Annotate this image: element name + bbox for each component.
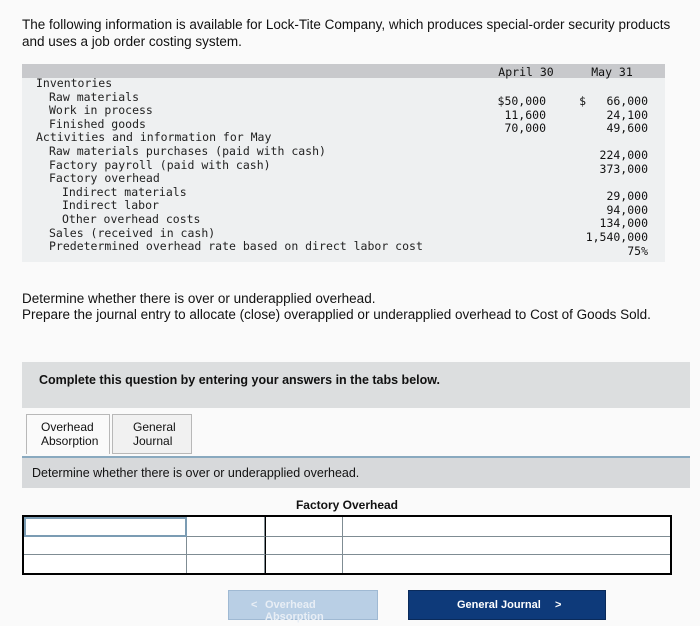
table-row-label: Indirect materials xyxy=(62,184,187,199)
right-label-input-2[interactable] xyxy=(343,537,670,555)
april-value xyxy=(470,245,546,259)
april-value xyxy=(470,204,546,218)
left-label-input-1[interactable] xyxy=(24,517,187,537)
complete-question-text: Complete this question by entering your answers in the tabs below. xyxy=(39,373,440,387)
table-row-label: Factory overhead xyxy=(49,171,160,186)
dollar-sign: $ xyxy=(579,94,586,108)
tab-overhead-absorption-line1: Overhead xyxy=(41,420,94,434)
right-amount-input-2[interactable] xyxy=(265,537,343,555)
data-table-labels xyxy=(36,77,423,254)
tab-overhead-absorption[interactable] xyxy=(26,414,110,454)
right-amount-input-3[interactable] xyxy=(265,555,343,573)
left-amount-input-2[interactable] xyxy=(187,537,265,555)
task-instructions xyxy=(22,291,672,323)
table-row-label: Inventories xyxy=(36,76,113,90)
previous-tab-button[interactable] xyxy=(228,590,378,623)
table-row-label: Finished goods xyxy=(49,116,146,131)
april-value xyxy=(470,149,546,163)
table-row-label: Predetermined overhead rate based on direct labor cost xyxy=(49,239,423,254)
data-table-header-bar xyxy=(22,64,665,78)
table-row-label: Raw materials xyxy=(49,89,140,104)
table-row-label: Raw materials purchases (paid with cash) xyxy=(49,143,326,158)
tab-overhead-absorption-line2: Absorption xyxy=(41,434,99,448)
may-value: 75% xyxy=(627,243,648,258)
t-account-title: Factory Overhead xyxy=(295,498,399,512)
may-value: 49,600 xyxy=(606,121,648,136)
left-amount-input-1[interactable] xyxy=(187,517,265,537)
right-amount-input-1[interactable] xyxy=(265,517,343,537)
may-value xyxy=(560,177,648,191)
data-table-april-values xyxy=(470,95,546,258)
table-row-label: Indirect labor xyxy=(62,198,159,213)
column-header-may: May 31 xyxy=(591,65,633,79)
tab-general-journal-line1: General xyxy=(133,420,176,434)
panel-instruction-bar xyxy=(22,456,690,488)
right-label-input-3[interactable] xyxy=(343,555,670,573)
april-value: 70,000 xyxy=(504,121,546,136)
april-value xyxy=(470,231,546,245)
previous-tab-button-label: Overhead Absorption xyxy=(265,599,324,623)
next-tab-button-label: General Journal xyxy=(457,599,541,611)
data-table-may-values xyxy=(560,95,648,258)
table-row-label: Work in process xyxy=(49,103,153,118)
april-value xyxy=(470,136,546,150)
chevron-left-icon: < xyxy=(251,599,258,611)
complete-question-banner xyxy=(22,362,690,408)
table-row-label: Activities and information for May xyxy=(36,130,272,145)
tab-general-journal[interactable] xyxy=(112,414,192,454)
chevron-right-icon: > xyxy=(555,599,562,611)
t-account-grid xyxy=(22,515,672,575)
table-row-label: Sales (received in cash) xyxy=(49,225,216,240)
april-value xyxy=(470,217,546,231)
april-value: $50,000 xyxy=(497,94,546,108)
right-label-input-1[interactable] xyxy=(343,517,670,537)
may-value: 373,000 xyxy=(599,161,648,176)
table-row-label: Factory payroll (paid with cash) xyxy=(49,157,271,172)
table-row-label: Other overhead costs xyxy=(62,211,201,226)
left-amount-input-3[interactable] xyxy=(187,555,265,573)
left-label-input-2[interactable] xyxy=(24,537,187,555)
column-header-april: April 30 xyxy=(498,65,554,79)
april-value xyxy=(470,163,546,177)
may-value: 94,000 xyxy=(606,202,648,217)
may-value: 134,000 xyxy=(599,216,648,231)
may-value: 24,100 xyxy=(606,107,648,122)
task-line-2: Prepare the journal entry to allocate (close) overapplied or underapplied overhead to Cost of Goods Sold. xyxy=(22,307,651,322)
tab-general-journal-line2: Journal xyxy=(133,434,173,448)
problem-intro: The following information is available for Lock-Tite Company, which produces special-order security products and uses a job order costing system. xyxy=(22,17,671,49)
left-label-input-3[interactable] xyxy=(24,555,187,573)
april-value xyxy=(470,177,546,191)
panel-instruction-text: Determine whether there is over or underapplied overhead. xyxy=(32,466,360,480)
next-tab-button[interactable] xyxy=(408,590,606,620)
task-line-1: Determine whether there is over or underapplied overhead. xyxy=(22,291,376,306)
may-value: 66,000 xyxy=(606,94,648,108)
april-value xyxy=(470,190,546,204)
may-value: 1,540,000 xyxy=(585,229,648,244)
may-value xyxy=(560,136,648,150)
may-value: 29,000 xyxy=(606,189,648,204)
may-value: 224,000 xyxy=(599,148,648,163)
april-value: 11,600 xyxy=(504,107,546,122)
